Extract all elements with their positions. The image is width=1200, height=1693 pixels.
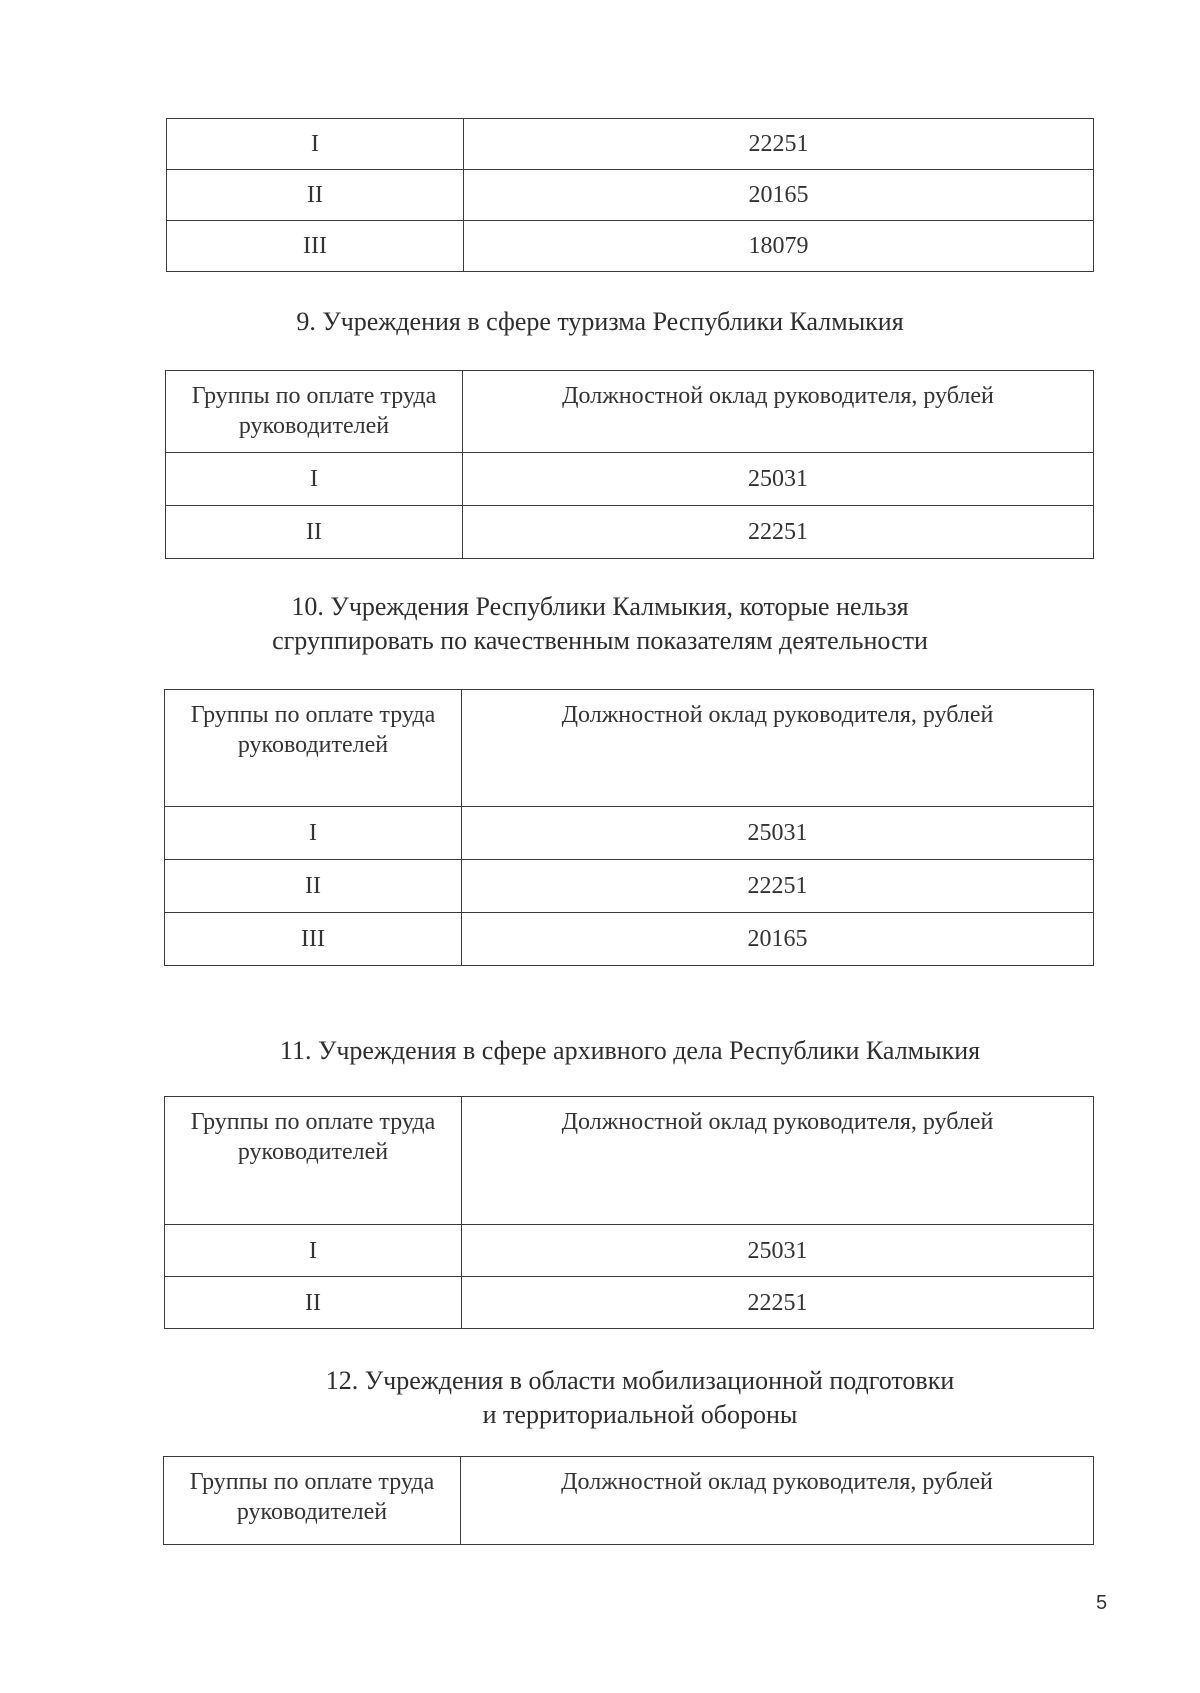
table-row (165, 860, 1094, 913)
section-10-table (164, 689, 1094, 966)
section-9-title: 9. Учреждения в сфере туризма Республики Калмыкия (296, 307, 904, 336)
group-cell: II (165, 1277, 462, 1329)
salary-cell: 25031 (462, 807, 1094, 860)
group-cell: II (167, 170, 464, 221)
group-cell: I (165, 807, 462, 860)
group-cell: III (167, 221, 464, 272)
column-header-salary: Должностной оклад руководителя, рублей (462, 1097, 1094, 1225)
salary-cell: 22251 (464, 119, 1094, 170)
title-line: 10. Учреждения Республики Калмыкия, которые нельзя (291, 592, 909, 621)
section-10-title (0, 590, 1200, 658)
table-row (165, 1277, 1094, 1329)
table-row (167, 221, 1094, 272)
column-header-salary: Должностной оклад руководителя, рублей (461, 1457, 1094, 1545)
section-12-title (40, 1364, 1200, 1432)
page-number: 5 (1096, 1592, 1108, 1614)
column-header-groups (166, 371, 463, 453)
salary-cell: 22251 (462, 860, 1094, 913)
column-header-groups (165, 1097, 462, 1225)
table-row (166, 506, 1094, 559)
salary-cell: 25031 (463, 453, 1094, 506)
group-cell: I (165, 1225, 462, 1277)
table-row (165, 807, 1094, 860)
header-line: руководителей (236, 1499, 388, 1525)
header-line: Группы по оплате труда (190, 1109, 436, 1135)
group-cell: II (165, 860, 462, 913)
salary-cell: 22251 (463, 506, 1094, 559)
column-header-groups (164, 1457, 461, 1545)
column-header-groups (165, 690, 462, 807)
title-line: и территориальной обороны (482, 1400, 798, 1429)
table-header-row (165, 1097, 1094, 1225)
section-9-table (165, 370, 1094, 559)
salary-cell: 22251 (462, 1277, 1094, 1329)
title-line: 12. Учреждения в области мобилизационной подготовки (325, 1366, 955, 1395)
table-row (165, 913, 1094, 966)
table-header-row (166, 371, 1094, 453)
header-line: руководителей (237, 1139, 389, 1165)
header-line: руководителей (238, 413, 390, 439)
column-header-salary: Должностной оклад руководителя, рублей (462, 690, 1094, 807)
table-header-row (164, 1457, 1094, 1545)
section-12-table (163, 1456, 1094, 1545)
salary-cell: 20165 (462, 913, 1094, 966)
group-cell: III (165, 913, 462, 966)
salary-cell: 20165 (464, 170, 1094, 221)
header-line: руководителей (237, 732, 389, 758)
header-line: Группы по оплате труда (191, 383, 437, 409)
group-cell: II (166, 506, 463, 559)
table-row (167, 170, 1094, 221)
group-cell: I (167, 119, 464, 170)
table-row (167, 119, 1094, 170)
title-line: сгруппировать по качественным показателям деятельности (272, 626, 928, 655)
header-line: Группы по оплате труда (190, 702, 436, 728)
salary-cell: 18079 (464, 221, 1094, 272)
table-row (165, 1225, 1094, 1277)
salary-cell: 25031 (462, 1225, 1094, 1277)
table-row (166, 453, 1094, 506)
column-header-salary: Должностной оклад руководителя, рублей (463, 371, 1094, 453)
group-cell: I (166, 453, 463, 506)
section-11-title: 11. Учреждения в сфере архивного дела Республики Калмыкия (279, 1036, 981, 1065)
header-line: Группы по оплате труда (189, 1469, 435, 1495)
section-11-table (164, 1096, 1094, 1329)
table-header-row (165, 690, 1094, 807)
salary-table-continued (166, 118, 1094, 272)
